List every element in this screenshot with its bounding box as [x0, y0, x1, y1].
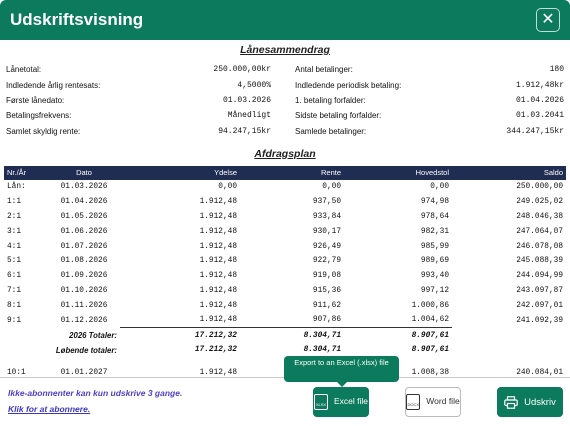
summary-value: 94.247,15kr [218, 126, 271, 136]
cell-nr: 1:1 [7, 198, 22, 207]
cell-nr: 9:1 [7, 316, 22, 325]
summary-row [6, 77, 271, 92]
table-row [4, 313, 566, 328]
close-icon: ✕ [541, 11, 555, 28]
table-header-row [4, 166, 566, 180]
summary-row [6, 124, 271, 139]
cell-interest: 911,62 [312, 301, 341, 310]
summary-label: Samlet skyldig rente: [6, 126, 81, 136]
cell-principal: 985,99 [420, 242, 449, 251]
cell-payment: 1.912,48 [199, 227, 237, 236]
summary-left-column [6, 62, 285, 139]
cell-interest: 0,00 [322, 183, 341, 192]
word-export-button[interactable] [405, 387, 461, 417]
col-header-payment: Ydelse [214, 168, 237, 178]
table-row [4, 298, 566, 313]
cell-balance: 243.097,87 [516, 286, 563, 295]
cell-payment: 1.912,48 [199, 286, 237, 295]
cell-interest: 919,08 [312, 272, 341, 281]
col-header-balance: Saldo [543, 168, 563, 178]
totals-row [4, 328, 566, 343]
cell-interest: 933,84 [312, 212, 341, 221]
excel-export-button[interactable] [313, 387, 369, 417]
totals-interest: 8.304,71 [240, 328, 344, 343]
cell-payment: 1.912,48 [199, 301, 237, 310]
totals-label: Løbende totaler: [55, 345, 117, 355]
summary-title: Lånesammendrag [240, 44, 330, 56]
cell-payment: 1.912,48 [199, 368, 237, 377]
word-button-label: Word file [426, 396, 460, 407]
summary-label: Lånetotal: [6, 65, 42, 75]
cell-nr: 7:1 [7, 286, 22, 295]
loan-summary [0, 62, 570, 139]
cell-balance: 250.000,00 [516, 183, 563, 192]
table-row [4, 269, 566, 284]
summary-row [295, 108, 564, 123]
summary-right-column [285, 62, 564, 139]
table-row [4, 180, 566, 195]
summary-value: 01.03.2041 [515, 111, 564, 121]
cell-nr: 3:1 [7, 227, 22, 236]
summary-value: 180 [549, 65, 564, 75]
summary-value: Månedligt [227, 111, 271, 121]
totals-payment: 17.212,32 [194, 346, 237, 355]
summary-value: 1.912,48kr [515, 80, 564, 90]
note-text: Ikke-abonnenter kan kun udskrive 3 gange. [8, 388, 183, 398]
cell-date: 01.01.2027 [60, 368, 108, 377]
cell-principal: 1.008,38 [411, 368, 449, 377]
cell-balance: 247.064,07 [516, 227, 563, 236]
summary-row [295, 77, 564, 92]
summary-label: Første lånedato: [6, 95, 65, 105]
xlsx-file-icon: XLSX [314, 394, 328, 410]
cell-principal: 1.004,62 [411, 316, 449, 325]
cell-principal: 978,64 [420, 212, 449, 221]
cell-balance: 246.078,08 [516, 242, 563, 251]
summary-label: Indledende periodisk betaling: [295, 80, 402, 90]
summary-label: Betalingsfrekvens: [6, 111, 72, 121]
cell-interest: 926,49 [312, 242, 341, 251]
table-body [4, 180, 566, 377]
cell-principal: 993,40 [420, 272, 449, 281]
cell-principal: 989,69 [420, 257, 449, 266]
totals-empty [452, 343, 566, 358]
table-row [4, 195, 566, 210]
cell-principal: 974,98 [420, 198, 449, 207]
totals-empty [452, 328, 566, 343]
summary-label: Indledende årlig rentesats: [6, 80, 101, 90]
summary-label: Antal betalinger: [295, 65, 353, 75]
cell-nr: 2:1 [7, 212, 22, 221]
cell-interest: 915,36 [312, 286, 341, 295]
summary-row [6, 93, 271, 108]
cell-date: 01.05.2026 [60, 212, 108, 221]
cell-payment: 1.912,48 [199, 242, 237, 251]
cell-balance: 244.094,99 [516, 272, 563, 281]
export-tooltip: Export to an Excel (.xlsx) file [284, 356, 399, 382]
cell-date: 01.06.2026 [60, 227, 108, 236]
summary-value: 4,5000% [237, 80, 271, 90]
summary-label: 1. betaling forfalder: [295, 95, 366, 105]
print-limit-note [8, 388, 182, 414]
cell-payment: 1.912,48 [199, 316, 237, 325]
col-header-nr: Nr./År [7, 168, 27, 178]
cell-date: 01.10.2026 [60, 286, 108, 295]
table-row [4, 224, 566, 239]
summary-row [295, 124, 564, 139]
cell-date: 01.12.2026 [60, 316, 108, 325]
cell-interest: 922,79 [312, 257, 341, 266]
cell-nr: 5:1 [7, 257, 22, 266]
table-row [4, 210, 566, 225]
summary-value: 344.247,15kr [506, 126, 564, 136]
cell-principal: 997,12 [420, 286, 449, 295]
totals-principal: 8.907,61 [344, 328, 452, 343]
cell-interest: 930,17 [312, 227, 341, 236]
cell-balance: 245.088,39 [516, 257, 563, 266]
cell-interest: 907,86 [312, 316, 341, 325]
summary-row [295, 93, 564, 108]
summary-row [6, 108, 271, 123]
table-row [4, 239, 566, 254]
summary-label: Sidste betaling forfalder: [295, 111, 382, 121]
cell-date: 01.11.2026 [60, 301, 108, 310]
cell-nr: 8:1 [7, 301, 22, 310]
col-header-interest: Rente [320, 168, 341, 178]
summary-value: 01.04.2026 [515, 95, 564, 105]
close-button[interactable] [536, 8, 560, 32]
cell-principal: 1.000,86 [411, 301, 449, 310]
excel-button-label: Excel file [333, 396, 368, 407]
subscribe-link[interactable]: Klik for at abonnere. [8, 404, 91, 414]
cell-date: 01.08.2026 [60, 257, 108, 266]
summary-row [295, 62, 564, 77]
cell-principal: 982,31 [420, 227, 449, 236]
totals-row [4, 343, 566, 358]
cell-date: 01.03.2026 [60, 183, 108, 192]
col-header-date: Dato [76, 168, 92, 178]
cell-date: 01.09.2026 [60, 272, 108, 281]
table-row [4, 284, 566, 299]
cell-balance: 249.025,02 [516, 198, 563, 207]
cell-balance: 248.046,38 [516, 212, 563, 221]
printer-icon [504, 396, 518, 409]
schedule-title: Afdragsplan [254, 147, 316, 160]
summary-value: 250.000,00kr [213, 65, 271, 75]
totals-interest: 8.304,71 [303, 346, 341, 355]
cell-balance: 242.097,01 [516, 301, 563, 310]
print-button[interactable] [497, 387, 563, 417]
cell-payment: 1.912,48 [199, 198, 237, 207]
cell-nr: Lån: [7, 183, 26, 192]
summary-label: Samlede betalinger: [295, 126, 367, 136]
cell-balance: 240.084,01 [516, 368, 563, 377]
content-area[interactable] [0, 40, 570, 377]
cell-payment: 0,00 [218, 183, 237, 192]
header-bar [0, 0, 570, 40]
footer-bar [0, 377, 570, 426]
totals-payment: 17.212,32 [120, 328, 240, 343]
cell-payment: 1.912,48 [199, 272, 237, 281]
col-header-principal: Hovedstol [415, 168, 449, 178]
cell-date: 01.04.2026 [60, 198, 108, 207]
cell-date: 01.07.2026 [60, 242, 108, 251]
cell-payment: 1.912,48 [199, 257, 237, 266]
summary-row [6, 62, 271, 77]
page-title: Udskriftsvisning [10, 10, 144, 29]
print-button-label: Udskriv [524, 396, 556, 408]
docx-file-icon: DOCX [406, 394, 420, 410]
totals-label: 2026 Totaler: [69, 330, 117, 340]
cell-nr: 4:1 [7, 242, 22, 251]
cell-balance: 241.092,39 [516, 316, 563, 325]
amortization-table [4, 166, 566, 377]
cell-payment: 1.912,48 [199, 212, 237, 221]
cell-principal: 0,00 [430, 183, 449, 192]
totals-principal: 8.907,61 [411, 346, 449, 355]
cell-interest: 937,50 [312, 198, 341, 207]
summary-value: 01.03.2026 [222, 95, 271, 105]
cell-nr: 10:1 [7, 368, 26, 377]
table-row [4, 254, 566, 269]
cell-nr: 6:1 [7, 272, 22, 281]
